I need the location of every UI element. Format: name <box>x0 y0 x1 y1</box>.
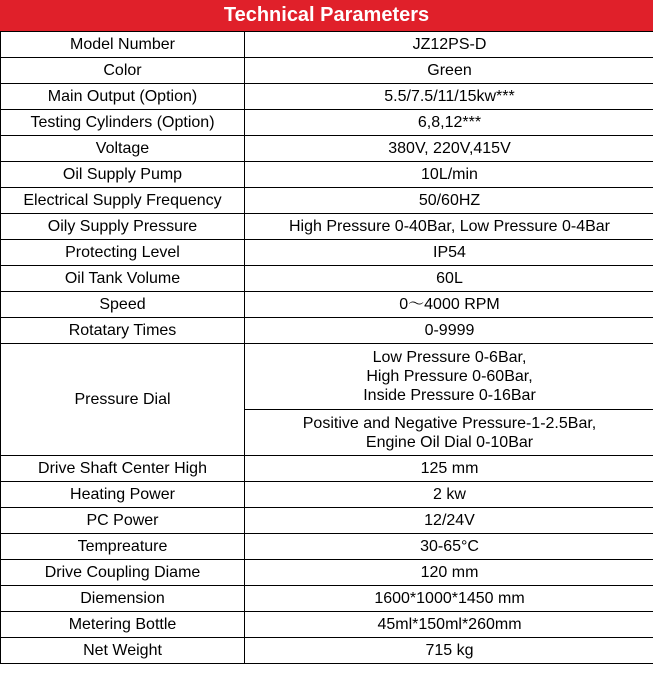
param-value: Green <box>245 58 653 84</box>
param-label: Oil Supply Pump <box>1 162 245 188</box>
param-value: 60L <box>245 266 653 292</box>
param-value: 10L/min <box>245 162 653 188</box>
pressure-dial-line: Positive and Negative Pressure-1-2.5Bar, <box>302 414 597 432</box>
param-value: 45ml*150ml*260mm <box>245 612 653 638</box>
param-label: Model Number <box>1 32 245 58</box>
table-row <box>1 292 653 318</box>
table-row <box>1 508 653 534</box>
param-label: Oil Tank Volume <box>1 266 245 292</box>
param-value: IP54 <box>245 240 653 266</box>
table-row <box>1 318 653 344</box>
table-row <box>1 136 653 162</box>
param-label: Diemension <box>1 586 245 612</box>
param-label: Tempreature <box>1 534 245 560</box>
table-row <box>1 560 653 586</box>
param-label: PC Power <box>1 508 245 534</box>
table-row <box>1 638 653 664</box>
table-row <box>1 612 653 638</box>
param-value: 380V, 220V,415V <box>245 136 653 162</box>
param-value: 50/60HZ <box>245 188 653 214</box>
table-row <box>1 456 653 482</box>
param-value: 0～4000 RPM <box>245 292 653 318</box>
table-row <box>1 162 653 188</box>
pressure-dial-line: High Pressure 0-60Bar, <box>366 368 533 385</box>
table-title: Technical Parameters <box>0 0 653 31</box>
param-value: 2 kw <box>245 482 653 508</box>
pressure-dial-line: Low Pressure 0-6Bar, <box>372 349 527 366</box>
param-value: JZ12PS-D <box>245 32 653 58</box>
param-label: Main Output (Option) <box>1 84 245 110</box>
param-label: Speed <box>1 292 245 318</box>
pressure-dial-line: Engine Oil Dial 0-10Bar <box>365 433 534 451</box>
param-label: Net Weight <box>1 638 245 664</box>
table-row <box>1 188 653 214</box>
table-row <box>1 534 653 560</box>
param-value: 30-65°C <box>245 534 653 560</box>
table-row <box>1 110 653 136</box>
table-row <box>1 58 653 84</box>
table-row <box>1 344 653 410</box>
table-row <box>1 482 653 508</box>
param-value: 5.5/7.5/11/15kw*** <box>245 84 653 110</box>
param-value: 12/24V <box>245 508 653 534</box>
param-label: Drive Shaft Center High <box>1 456 245 482</box>
param-value: 120 mm <box>245 560 653 586</box>
table-row <box>1 84 653 110</box>
param-label: Color <box>1 58 245 84</box>
param-value: 0-9999 <box>245 318 653 344</box>
table-row <box>1 214 653 240</box>
param-label: Oily Supply Pressure <box>1 214 245 240</box>
param-label: Drive Coupling Diame <box>1 560 245 586</box>
pressure-dial-block-2 <box>245 410 653 456</box>
parameters-table <box>0 31 653 664</box>
param-label: Electrical Supply Frequency <box>1 188 245 214</box>
param-value: 1600*1000*1450 mm <box>245 586 653 612</box>
param-value: 6,8,12*** <box>245 110 653 136</box>
param-value: 715 kg <box>245 638 653 664</box>
table-row <box>1 266 653 292</box>
param-label: Protecting Level <box>1 240 245 266</box>
table-row <box>1 586 653 612</box>
pressure-dial-line: Inside Pressure 0-16Bar <box>363 387 536 404</box>
param-label: Pressure Dial <box>1 344 245 456</box>
table-row <box>1 32 653 58</box>
param-label: Metering Bottle <box>1 612 245 638</box>
param-label: Heating Power <box>1 482 245 508</box>
table-row <box>1 240 653 266</box>
param-value: 125 mm <box>245 456 653 482</box>
param-label: Testing Cylinders (Option) <box>1 110 245 136</box>
pressure-dial-block-1 <box>245 344 653 410</box>
param-label: Rotatary Times <box>1 318 245 344</box>
param-value: High Pressure 0-40Bar, Low Pressure 0-4Bar <box>245 214 653 240</box>
param-label: Voltage <box>1 136 245 162</box>
